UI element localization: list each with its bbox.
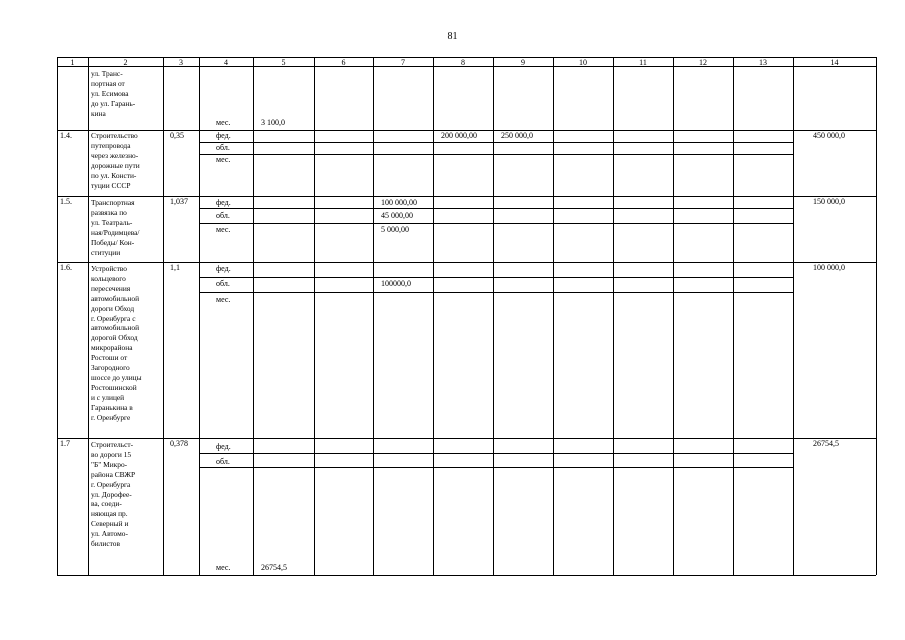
- row-name-line: по ул. Консти-: [91, 170, 137, 180]
- column-divider: [613, 57, 614, 575]
- level-label: фед.: [216, 442, 231, 451]
- row-name-line: билистов: [91, 539, 120, 549]
- row-name-line: ул. Театраль-: [91, 217, 133, 227]
- column-divider: [373, 57, 374, 575]
- level-label: фед.: [216, 131, 231, 140]
- row-total: 150 000,0: [813, 197, 845, 206]
- row-name-line: развязка по: [91, 207, 127, 217]
- column-divider: [673, 57, 674, 575]
- row-name-line: ул. Есимова: [91, 88, 129, 98]
- value-cell: 26754,5: [261, 563, 287, 572]
- value-cell: 100000,0: [381, 279, 411, 288]
- row-name-line: дорожные пути: [91, 160, 140, 170]
- row-name-line: Северный и: [91, 519, 129, 529]
- level-label: фед.: [216, 198, 231, 207]
- row-name-line: г. Оренбурге: [91, 412, 131, 422]
- level-label: мес.: [216, 225, 231, 234]
- value-cell: 5 000,00: [381, 225, 409, 234]
- column-divider: [793, 57, 794, 575]
- row-name-line: кольцевого: [91, 273, 126, 283]
- column-divider: [163, 57, 164, 575]
- column-header-6: 6: [341, 58, 346, 67]
- level-label: обл.: [216, 211, 230, 220]
- row-name-line: дорогой Обход: [91, 333, 138, 343]
- column-divider: [433, 57, 434, 575]
- row-number: 1.5.: [60, 197, 72, 206]
- row-name-line: г. Оренбурга с: [91, 313, 136, 323]
- level-label: обл.: [216, 457, 230, 466]
- row-name-line: туции СССР: [91, 180, 131, 190]
- row-name-line: через железно-: [91, 150, 139, 160]
- column-divider: [253, 57, 254, 575]
- row-name-line: Строительство: [91, 131, 138, 140]
- value-cell: 3 100,0: [261, 118, 285, 127]
- row-total: 450 000,0: [813, 131, 845, 140]
- row-name-line: Ростоши от: [91, 353, 128, 363]
- row-name-line: Победы/ Кон-: [91, 237, 135, 247]
- column-header-1: 1: [70, 58, 75, 67]
- row-name-line: микрорайона: [91, 343, 133, 353]
- column-header-9: 9: [521, 58, 525, 67]
- column-divider: [314, 57, 315, 575]
- row-name-line: г. Оренбурга: [91, 479, 131, 489]
- column-header-2: 2: [123, 58, 128, 67]
- level-label: мес.: [216, 295, 231, 304]
- column-header-12: 12: [699, 58, 707, 67]
- level-label: мес.: [216, 563, 231, 572]
- column-divider: [733, 57, 734, 575]
- row-number: 1.6.: [60, 263, 72, 272]
- level-label: обл.: [216, 279, 230, 288]
- row-name-line: ул. Автомо-: [91, 529, 128, 539]
- row-name: [91, 264, 161, 423]
- row-name: [91, 440, 161, 549]
- level-divider: [199, 453, 793, 454]
- row-name-line: шоссе до улицы: [91, 372, 142, 382]
- row-name-line: ул. Дорофее-: [91, 489, 132, 499]
- level-label: фед.: [216, 264, 231, 273]
- row-name-line: ул. Транс-: [91, 69, 123, 78]
- column-header-4: 4: [224, 58, 228, 67]
- column-header-7: 7: [401, 58, 405, 67]
- column-header-10: 10: [579, 58, 587, 67]
- row-name-line: ная/Родимцева/: [91, 227, 140, 237]
- row-name-line: ва, соеди-: [91, 499, 122, 509]
- row-name-line: и с улицей: [91, 392, 125, 402]
- row-name-line: кина: [91, 108, 106, 118]
- row-name-line: до ул. Гарань-: [91, 98, 136, 108]
- row-name-line: пересечения: [91, 283, 131, 293]
- value-cell: 45 000,00: [381, 211, 413, 220]
- column-divider: [57, 57, 58, 575]
- value-cell: 250 000,0: [501, 131, 533, 140]
- row-name-line: во дороги 15: [91, 449, 132, 459]
- row-name-line: Транспортная: [91, 198, 135, 207]
- row-total: 26754,5: [813, 439, 839, 448]
- page-number: 81: [447, 31, 458, 42]
- level-label: мес.: [216, 118, 231, 127]
- row-name-line: Загородного: [91, 363, 130, 373]
- level-divider: [199, 223, 793, 224]
- column-header-3: 3: [179, 58, 183, 67]
- row-name-line: дороги Обход: [91, 303, 135, 313]
- row-name-line: няющая пр.: [91, 509, 128, 519]
- row-number: 1.7: [60, 439, 70, 448]
- level-divider: [199, 292, 793, 293]
- row-name-line: Ростошинской: [91, 382, 137, 392]
- row-name: [91, 69, 161, 119]
- row-name-line: автомобильной: [91, 323, 140, 333]
- row-length: 0,378: [170, 439, 188, 448]
- column-header-14: 14: [830, 58, 839, 67]
- row-length: 0,35: [170, 131, 184, 140]
- column-divider: [199, 57, 200, 575]
- row-name-line: района СВЖР: [91, 469, 136, 479]
- level-divider: [199, 142, 793, 143]
- row-name-line: Гаранькина в: [91, 402, 133, 412]
- column-header-11: 11: [639, 58, 647, 67]
- column-divider: [493, 57, 494, 575]
- level-label: мес.: [216, 155, 231, 164]
- row-total: 100 000,0: [813, 263, 845, 272]
- row-name-line: портная от: [91, 78, 125, 88]
- row-name-line: путепровода: [91, 140, 131, 150]
- value-cell: 200 000,00: [441, 131, 477, 140]
- column-divider: [553, 57, 554, 575]
- column-header-8: 8: [461, 58, 465, 67]
- level-divider: [199, 467, 793, 468]
- column-header-13: 13: [759, 58, 767, 67]
- level-label: обл.: [216, 143, 230, 152]
- row-number: 1.4.: [60, 131, 72, 140]
- column-divider: [876, 57, 877, 575]
- level-divider: [199, 208, 793, 209]
- row-name: [91, 131, 161, 190]
- row-length: 1,037: [170, 197, 188, 206]
- table-bottom-border: [57, 575, 876, 576]
- row-name-line: Строительст-: [91, 440, 134, 449]
- row-name-line: автомобильной: [91, 293, 140, 303]
- column-header-5: 5: [281, 58, 286, 67]
- row-name: [91, 198, 161, 257]
- row-name-line: Устройство: [91, 264, 127, 273]
- value-cell: 100 000,00: [381, 198, 417, 207]
- level-divider: [199, 277, 793, 278]
- row-name-line: "Б" Микро-: [91, 459, 128, 469]
- level-divider: [199, 154, 793, 155]
- row-name-line: ституции: [91, 247, 121, 257]
- row-length: 1,1: [170, 263, 180, 272]
- column-divider: [88, 57, 89, 575]
